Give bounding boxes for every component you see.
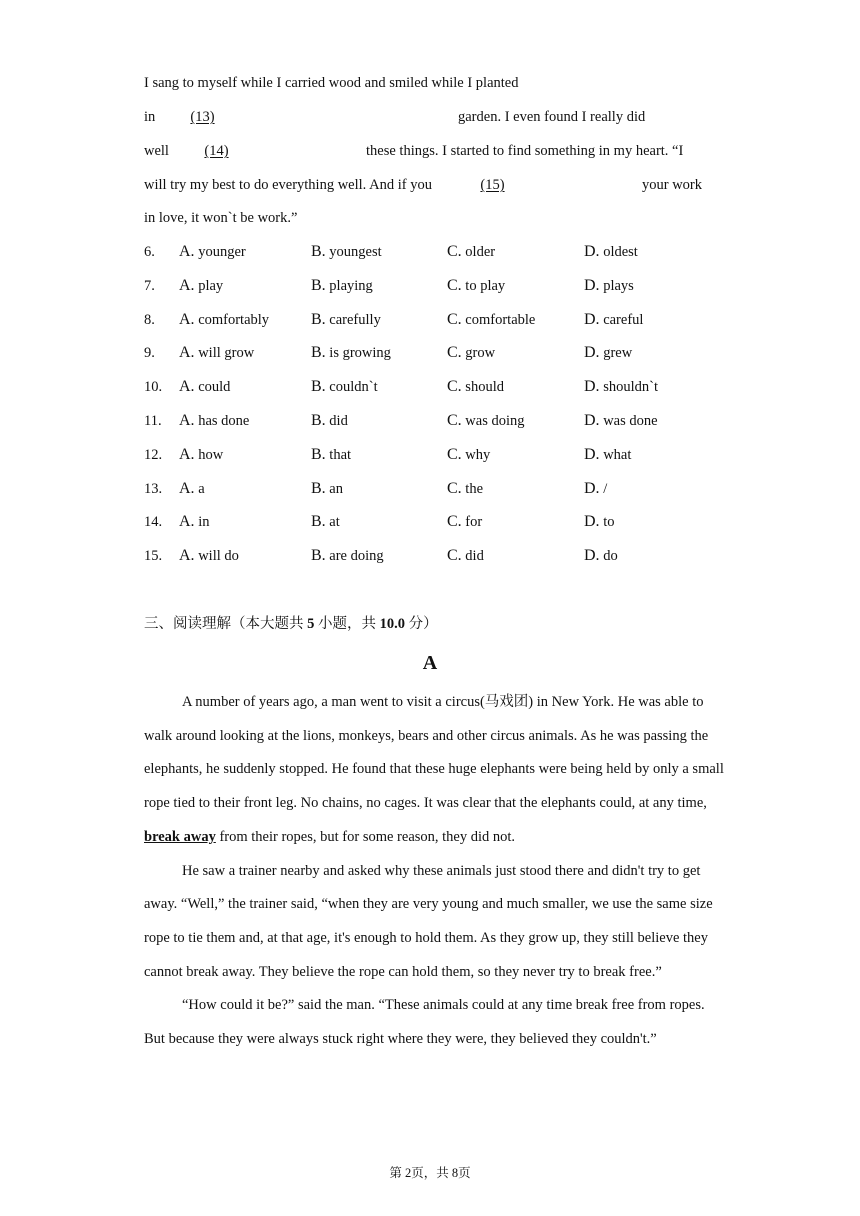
- option-letter: B.: [311, 344, 326, 362]
- paragraph-1: [144, 686, 724, 855]
- option-text: for: [465, 514, 483, 531]
- option-letter: C.: [447, 479, 462, 497]
- option-letter: A.: [179, 344, 195, 362]
- option-letter: D.: [584, 513, 600, 531]
- passage-body: [144, 686, 724, 1057]
- paragraph-3: “How could it be?” said the man. “These animals could at any time break free from ropes. But because they were always stuck right where they were, they believed they couldn't.”: [144, 997, 705, 1048]
- question-number: 10.: [144, 379, 163, 396]
- option-text: grew: [603, 345, 633, 362]
- cloze-line-5: in love, it wonˋt be work.”: [144, 210, 298, 226]
- option-b: [311, 546, 384, 566]
- question-number: 15.: [144, 548, 163, 565]
- section-heading: [144, 612, 438, 633]
- option-text: comfortably: [198, 311, 270, 328]
- blank-number: (14): [204, 143, 229, 159]
- option-c: [447, 411, 525, 431]
- option-text: what: [603, 446, 632, 463]
- option-letter: B.: [311, 378, 326, 396]
- option-d: [584, 411, 658, 431]
- option-b: [311, 479, 343, 499]
- option-text: did: [465, 548, 484, 565]
- option-a: [179, 276, 223, 296]
- option-text: is growing: [329, 345, 391, 362]
- option-text: carefully: [329, 311, 381, 328]
- option-a: [179, 445, 223, 465]
- option-b: [311, 411, 348, 431]
- option-letter: D.: [584, 378, 600, 396]
- option-letter: B.: [311, 479, 326, 497]
- option-text: should: [465, 379, 504, 396]
- paragraph-text: A number of years ago, a man went to visit a circus(马戏团) in New York. He was able to walk around looking at the lions, monkeys, bears and other circus animals. As he was passing the elephants, he suddenly stopped. He found that these huge elephants were being held by only a small rope tied to their front leg. No chains, no cages. It was clear that the elephants could, at any time,: [144, 694, 724, 812]
- blank-number: (15): [480, 177, 505, 193]
- option-text: /: [603, 480, 608, 497]
- option-letter: D.: [584, 344, 600, 362]
- option-c: [447, 343, 495, 363]
- option-d: [584, 445, 631, 465]
- option-text: are doing: [329, 548, 384, 565]
- option-b: [311, 445, 351, 465]
- section-text: 三、阅读理解（本大题共: [144, 616, 304, 632]
- question-number: 7.: [144, 277, 155, 294]
- blank-15: [453, 175, 532, 195]
- option-c: [447, 546, 484, 566]
- option-text: shouldnˋt: [603, 379, 658, 396]
- option-text: a: [198, 480, 205, 497]
- option-text: careful: [603, 311, 644, 328]
- option-c: [447, 310, 535, 330]
- option-c: [447, 445, 490, 465]
- option-text: older: [465, 244, 496, 260]
- cloze-line-1: I sang to myself while I carried wood and smiled while I planted: [144, 75, 519, 91]
- option-letter: B.: [311, 310, 326, 328]
- option-c: [447, 512, 482, 532]
- option-letter: C.: [447, 445, 462, 463]
- option-text: to: [603, 514, 615, 531]
- option-letter: D.: [584, 310, 600, 328]
- option-text: younger: [198, 244, 246, 260]
- option-d: [584, 512, 614, 532]
- option-text: to play: [465, 277, 506, 294]
- option-letter: A.: [179, 243, 195, 260]
- option-letter: D.: [584, 445, 600, 463]
- option-c: [447, 276, 505, 296]
- option-d: [584, 343, 632, 363]
- option-letter: A.: [179, 479, 195, 497]
- cloze-text: well: [144, 143, 169, 159]
- option-a: [179, 411, 249, 431]
- option-text: playing: [329, 277, 373, 294]
- option-letter: B.: [311, 513, 326, 531]
- option-a: [179, 343, 254, 363]
- option-text: do: [603, 548, 618, 565]
- option-text: that: [329, 446, 352, 463]
- option-c: [447, 242, 495, 262]
- question-count: 5: [307, 616, 315, 632]
- option-letter: D.: [584, 276, 600, 294]
- cloze-line-3: [144, 141, 169, 161]
- blank-number: (13): [190, 109, 215, 125]
- question-number: 14.: [144, 514, 163, 531]
- option-text: how: [198, 446, 224, 463]
- option-a: [179, 377, 230, 397]
- question-number: 11.: [144, 413, 162, 429]
- option-letter: A.: [179, 310, 195, 328]
- cloze-line-2: [144, 107, 155, 127]
- option-letter: C.: [447, 243, 462, 260]
- option-a: [179, 242, 246, 262]
- question-number: 8.: [144, 311, 155, 328]
- page-footer: 第 2页，共 8页: [389, 1166, 471, 1180]
- option-text: did: [329, 413, 348, 429]
- option-text: oldest: [603, 244, 638, 260]
- option-letter: C.: [447, 378, 462, 396]
- option-text: in: [198, 514, 210, 531]
- option-a: [179, 546, 239, 566]
- section-score: 10.0: [379, 616, 405, 632]
- cloze-text: your work: [642, 177, 703, 193]
- option-letter: A.: [179, 513, 195, 531]
- option-letter: A.: [179, 547, 195, 565]
- option-text: plays: [603, 277, 634, 294]
- option-text: an: [329, 480, 343, 497]
- option-letter: A.: [179, 276, 195, 294]
- option-text: couldnˋt: [329, 379, 378, 396]
- option-letter: C.: [447, 412, 462, 429]
- option-text: play: [198, 277, 224, 294]
- option-letter: B.: [311, 276, 326, 294]
- option-b: [311, 343, 391, 363]
- cloze-text: in: [144, 109, 156, 125]
- option-text: why: [465, 446, 491, 463]
- section-text: 小题，共: [318, 616, 376, 632]
- option-letter: B.: [311, 445, 326, 463]
- option-letter: B.: [311, 243, 326, 260]
- section-text: 分）: [408, 616, 438, 632]
- option-text: will grow: [198, 345, 255, 362]
- option-letter: B.: [311, 547, 326, 565]
- option-b: [311, 512, 340, 532]
- blank-13: [163, 107, 242, 127]
- option-d: [584, 377, 658, 397]
- option-a: [179, 479, 205, 499]
- option-d: [584, 276, 634, 296]
- option-letter: A.: [179, 445, 195, 463]
- cloze-line-4: will try my best to do everything well. And if you: [144, 177, 432, 193]
- option-letter: D.: [584, 243, 600, 260]
- option-letter: A.: [179, 378, 195, 396]
- question-number: 6.: [144, 244, 155, 260]
- paragraph-text: from their ropes, but for some reason, they did not.: [219, 828, 516, 845]
- option-a: [179, 512, 209, 532]
- option-letter: C.: [447, 276, 462, 294]
- option-letter: A.: [179, 412, 195, 429]
- passage-title: A: [422, 652, 438, 674]
- option-letter: C.: [447, 310, 462, 328]
- option-text: was done: [603, 413, 658, 429]
- option-b: [311, 310, 381, 330]
- option-d: [584, 479, 607, 499]
- option-letter: C.: [447, 513, 462, 531]
- option-b: [311, 377, 378, 397]
- paragraph-2: He saw a trainer nearby and asked why these animals just stood there and didn't try to get away. “Well,” the trainer said, “when they are very young and much smaller, we use the same size rope to tie them and, at that age, it's enough to hold them. As they grow up, they still believe they cannot break away. They believe the rope can hold them, so they never try to break free.”: [144, 862, 713, 980]
- option-text: was doing: [465, 413, 525, 429]
- option-text: the: [465, 480, 484, 497]
- question-number: 13.: [144, 480, 163, 497]
- option-text: will do: [198, 548, 239, 565]
- option-text: could: [198, 379, 231, 396]
- option-c: [447, 377, 504, 397]
- option-letter: B.: [311, 412, 326, 429]
- option-text: at: [329, 514, 340, 531]
- option-text: has done: [198, 413, 250, 429]
- option-b: [311, 276, 373, 296]
- question-number: 9.: [144, 345, 155, 362]
- option-a: [179, 310, 269, 330]
- cloze-text: garden. I even found I really did: [458, 109, 646, 125]
- option-text: comfortable: [465, 311, 536, 328]
- option-text: youngest: [329, 244, 382, 260]
- option-b: [311, 242, 382, 262]
- option-d: [584, 310, 643, 330]
- blank-14: [177, 141, 256, 161]
- option-letter: C.: [447, 344, 462, 362]
- underlined-phrase: break away: [144, 828, 216, 845]
- cloze-text: these things. I started to find something in my heart. “I: [366, 143, 684, 159]
- option-letter: D.: [584, 479, 600, 497]
- option-letter: C.: [447, 547, 462, 565]
- option-d: [584, 242, 638, 262]
- option-d: [584, 546, 618, 566]
- option-c: [447, 479, 483, 499]
- option-letter: D.: [584, 412, 600, 429]
- option-letter: D.: [584, 547, 600, 565]
- option-text: grow: [465, 345, 496, 362]
- question-number: 12.: [144, 446, 163, 463]
